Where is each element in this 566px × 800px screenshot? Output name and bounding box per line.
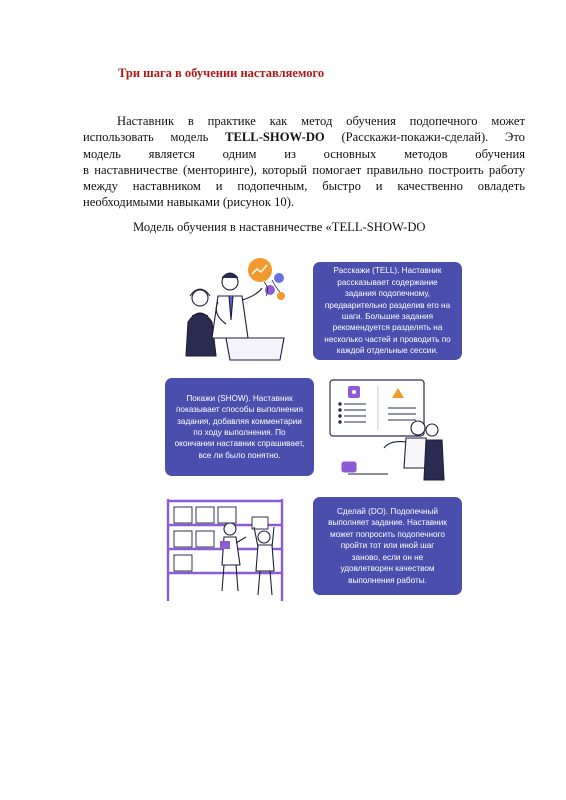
tell-illustration: [180, 256, 300, 364]
paragraph-rest: в наставничестве (менторинге), который помогает правильно построить работу между наставником и подопечным, быстро и качественно овладеть необходимыми навыками (рисунок 10).: [83, 162, 525, 210]
body-paragraph: [83, 113, 525, 211]
paragraph-line-1: Наставник в практике как метод обучения подопечного может: [117, 114, 525, 128]
paragraph-line-2-start: использовать модель: [83, 130, 226, 145]
do-panel: [313, 497, 462, 595]
tell-panel: [313, 262, 462, 360]
page-heading: Три шага в обучении наставляемого: [118, 66, 325, 80]
show-panel: [165, 378, 314, 476]
figure-caption: Модель обучения в наставничестве «TELL-SHOW-DO: [133, 220, 426, 234]
do-illustration: [164, 497, 286, 603]
do-panel-text: Сделай (DO). Подопечный выполняет задание. Наставник может попросить подопечного пройти тот или иной шаг заново, если он не удовлетворен качеством выполнения работы.: [328, 507, 447, 585]
paragraph-line-3: модель является одним из основных методов обучения: [83, 146, 525, 161]
model-name: TELL-SHOW-DO: [225, 130, 325, 145]
show-illustration: [328, 378, 448, 486]
tell-panel-text: Расскажи (TELL). Наставник рассказывает содержание задания подопечному, предварительно разделив его на шаги. Большие задания рекомендуется разделять на несколько частей и проводить по каждой отдельные сессии.: [324, 266, 451, 356]
paragraph-line-2: [83, 129, 525, 145]
show-panel-text: Покажи (SHOW). Наставник показывает способы выполнения задания, добавляя комментарии по ходу выполнения. По окончании наставник спрашивает, все ли было понятно.: [174, 393, 305, 460]
paragraph-line-2-end: (Расскажи-покажи-сделай). Это: [324, 130, 525, 145]
